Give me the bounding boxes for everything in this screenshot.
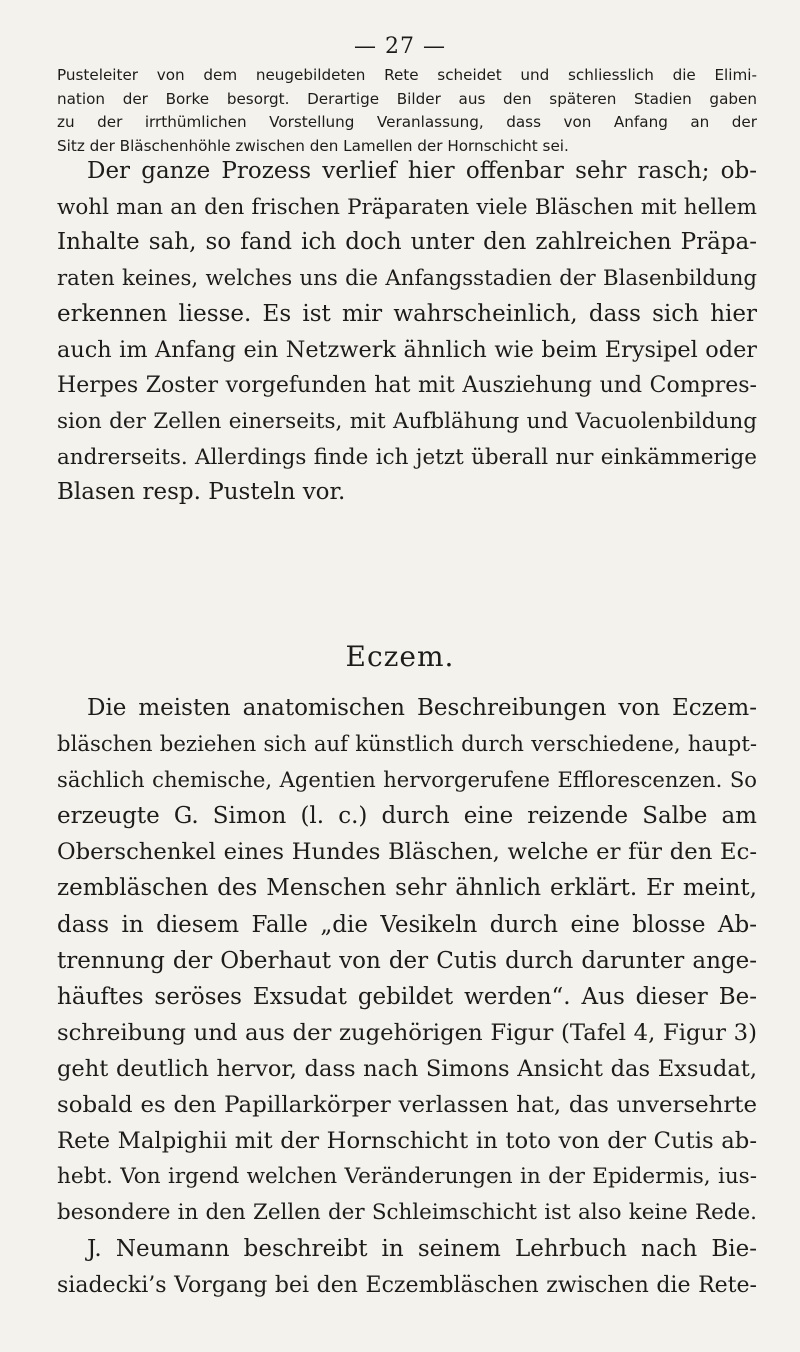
page-number: — 27 — [354, 34, 446, 59]
text-line: bläschen beziehen sich auf künstlich durch verschiedene, haupt- [57, 731, 757, 757]
text-line: trennung der Oberhaut von der Cutis durch darunter ange- [57, 947, 757, 974]
section-heading: Eczem. [345, 640, 455, 673]
text-line: sächlich chemische, Agentien hervorgerufene Efflorescenzen. So [57, 767, 757, 793]
text-line: Der ganze Prozess verlief hier offenbar sehr rasch; ob- [87, 158, 757, 184]
text-line: erkennen liesse. Es ist mir wahrscheinlich, dass sich hier [57, 300, 757, 327]
text-line: Oberschenkel eines Hundes Bläschen, welche er für den Ec- [57, 839, 757, 866]
text-line: häuftes seröses Exsudat gebildet werden“. Aus dieser Be- [57, 983, 757, 1010]
text-line: schreibung und aus der zugehörigen Figur (Tafel 4, Figur 3) [57, 1019, 757, 1046]
footnote-continuation [57, 64, 757, 158]
text-line: siadecki’s Vorgang bei den Eczembläschen zwischen die Rete- [57, 1272, 757, 1298]
text-line: wohl man an den frischen Präparaten viele Bläschen mit hellem [57, 194, 757, 220]
text-line: geht deutlich hervor, dass nach Simons Ansicht das Exsudat, [57, 1055, 757, 1082]
text-line: sion der Zellen einerseits, mit Aufblähung und Vacuolenbildung [57, 408, 757, 434]
paragraph-process [57, 154, 757, 511]
text-line: nation der Borke besorgt. Derartige Bilder aus den späteren Stadien gaben [57, 89, 757, 108]
text-line: dass in diesem Falle „die Vesikeln durch eine blosse Ab- [57, 911, 757, 938]
paragraph-eczem [57, 690, 757, 1304]
text-line: besondere in den Zellen der Schleimschicht ist also keine Rede. [57, 1200, 757, 1226]
text-line: J. Neumann beschreibt in seinem Lehrbuch nach Bie- [87, 1236, 757, 1263]
text-line: erzeugte G. Simon (l. c.) durch eine reizende Salbe am [57, 803, 757, 830]
text-line: sobald es den Papillarkörper verlassen hat, das unversehrte [57, 1092, 757, 1119]
text-line: auch im Anfang ein Netzwerk ähnlich wie beim Erysipel oder [57, 336, 757, 363]
text-line: Inhalte sah, so fand ich doch unter den zahlreichen Präpa- [57, 229, 757, 256]
text-line: Rete Malpighii mit der Hornschicht in toto von der Cutis ab- [57, 1128, 757, 1155]
text-line: zu der irrthümlichen Vorstellung Veranlassung, dass von Anfang an der [57, 113, 757, 131]
text-line: zembläschen des Menschen sehr ähnlich erklärt. Er meint, [57, 875, 757, 902]
text-line: Sitz der Bläschenhöhle zwischen den Lamellen der Hornschicht sei. [57, 136, 569, 155]
text-line: Herpes Zoster vorgefunden hat mit Ausziehung und Compres- [57, 373, 757, 399]
text-line: raten keines, welches uns die Anfangsstadien der Blasenbildung [57, 266, 757, 292]
text-line: andrerseits. Allerdings finde ich jetzt überall nur einkämmerige [57, 444, 757, 470]
text-line: hebt. Von irgend welchen Veränderungen in der Epidermis, ius- [57, 1164, 757, 1190]
text-line: Die meisten anatomischen Beschreibungen von Eczem- [87, 695, 757, 721]
text-line: Blasen resp. Pusteln vor. [57, 479, 346, 506]
text-line: Pusteleiter von dem neugebildeten Rete scheidet und schliesslich die Elimi- [57, 66, 757, 84]
